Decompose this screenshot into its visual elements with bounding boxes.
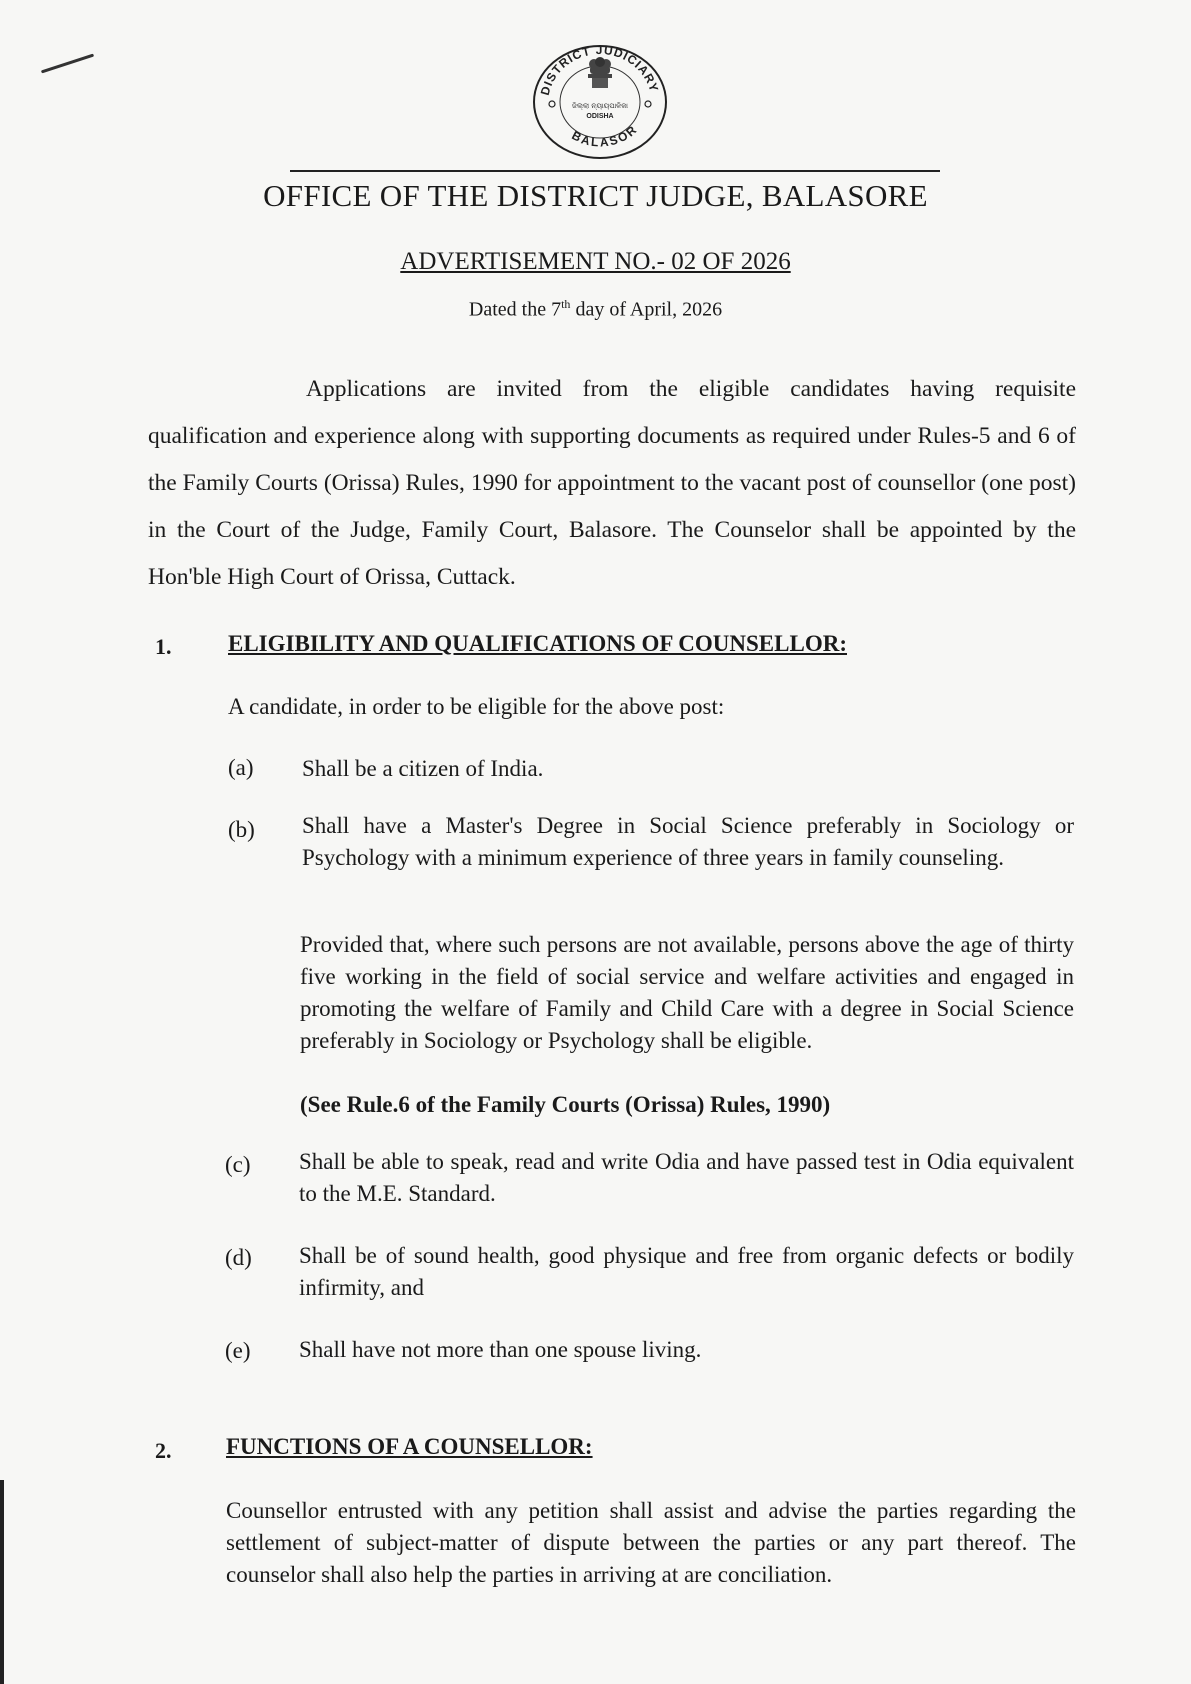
item-c-label: (c) — [225, 1152, 251, 1177]
section2-text: Counsellor entrusted with any petition shall assist and advise the parties regarding the settlement of subject-matter of dispute between the parties or any part thereof. The counselor shall also help the parties in arriving at are conciliation. — [226, 1498, 1076, 1587]
section1-intro: A candidate, in order to be eligible for the above post: — [228, 694, 725, 719]
section1-number: 1. — [155, 634, 172, 659]
item-d-text: Shall be of sound health, good physique and free from organic defects or bodily infirmity, and — [299, 1243, 1074, 1300]
office-title: OFFICE OF THE DISTRICT JUDGE, BALASORE — [263, 178, 928, 213]
seal-emblem-icon — [530, 42, 670, 162]
dated-line — [0, 297, 1191, 322]
intro-paragraph — [148, 366, 1076, 601]
intro-paragraph-text: Applications are invited from the eligible candidates having requisite qualification and experience along with supporting documents as required under Rules-5 and 6 of the Family Courts (Orissa) Rules, 1990 for appointment to the vacant post of counsellor (one post) in the Court of the Judge, Family Court, Balasore. The Counselor shall be appointed by the Hon'ble High Court of Orissa, Cuttack. — [148, 376, 1076, 590]
advertisement-number: ADVERTISEMENT NO.- 02 OF 2026 — [400, 248, 791, 275]
section2-number: 2. — [155, 1438, 172, 1463]
item-b-proviso: Provided that, where such persons are not available, persons above the age of thirty five working in the field of social service and welfare activities and engaged in promoting the welfare of Family and Child Care with a degree in Social Science preferably in Sociology or Psychology shall be eligible. — [300, 932, 1074, 1053]
svg-text:DISTRICT JUDICIARY: DISTRICT JUDICIARY — [537, 42, 662, 97]
item-d-label: (d) — [225, 1245, 252, 1270]
district-judiciary-seal — [530, 42, 670, 162]
item-b-label: (b) — [228, 817, 255, 842]
item-b-text: Shall have a Master's Degree in Social Science preferably in Sociology or Psychology with a minimum experience of three years in family counseling. — [302, 813, 1074, 870]
pen-mark — [41, 54, 94, 74]
item-e-text: Shall have not more than one spouse living. — [299, 1337, 702, 1362]
item-c-text: Shall be able to speak, read and write Odia and have passed test in Odia equivalent to the M.E. Standard. — [299, 1149, 1074, 1206]
dated-suffix: day of April, 2026 — [570, 298, 723, 321]
svg-text:BALASORE: BALASOR — [569, 121, 641, 150]
svg-text:ଜିଲ୍ଲା ନ୍ୟାୟପାଳିକା: ଜିଲ୍ଲା ନ୍ୟାୟପାଳିକା — [572, 102, 628, 110]
item-a-text: Shall be a citizen of India. — [302, 756, 544, 781]
item-e-label: (e) — [225, 1338, 251, 1363]
page-edge-shadow — [0, 1480, 4, 1684]
svg-text:ODISHA: ODISHA — [586, 113, 614, 120]
dated-superscript: th — [561, 297, 571, 311]
header-rule — [290, 170, 940, 172]
item-b-rule-reference: (See Rule.6 of the Family Courts (Orissa) Rules, 1990) — [300, 1092, 831, 1117]
section1-title: ELIGIBILITY AND QUALIFICATIONS OF COUNSELLOR: — [228, 631, 847, 656]
section2-title: FUNCTIONS OF A COUNSELLOR: — [226, 1434, 593, 1459]
dated-prefix: Dated the 7 — [468, 298, 562, 321]
item-a-label: (a) — [228, 755, 254, 780]
